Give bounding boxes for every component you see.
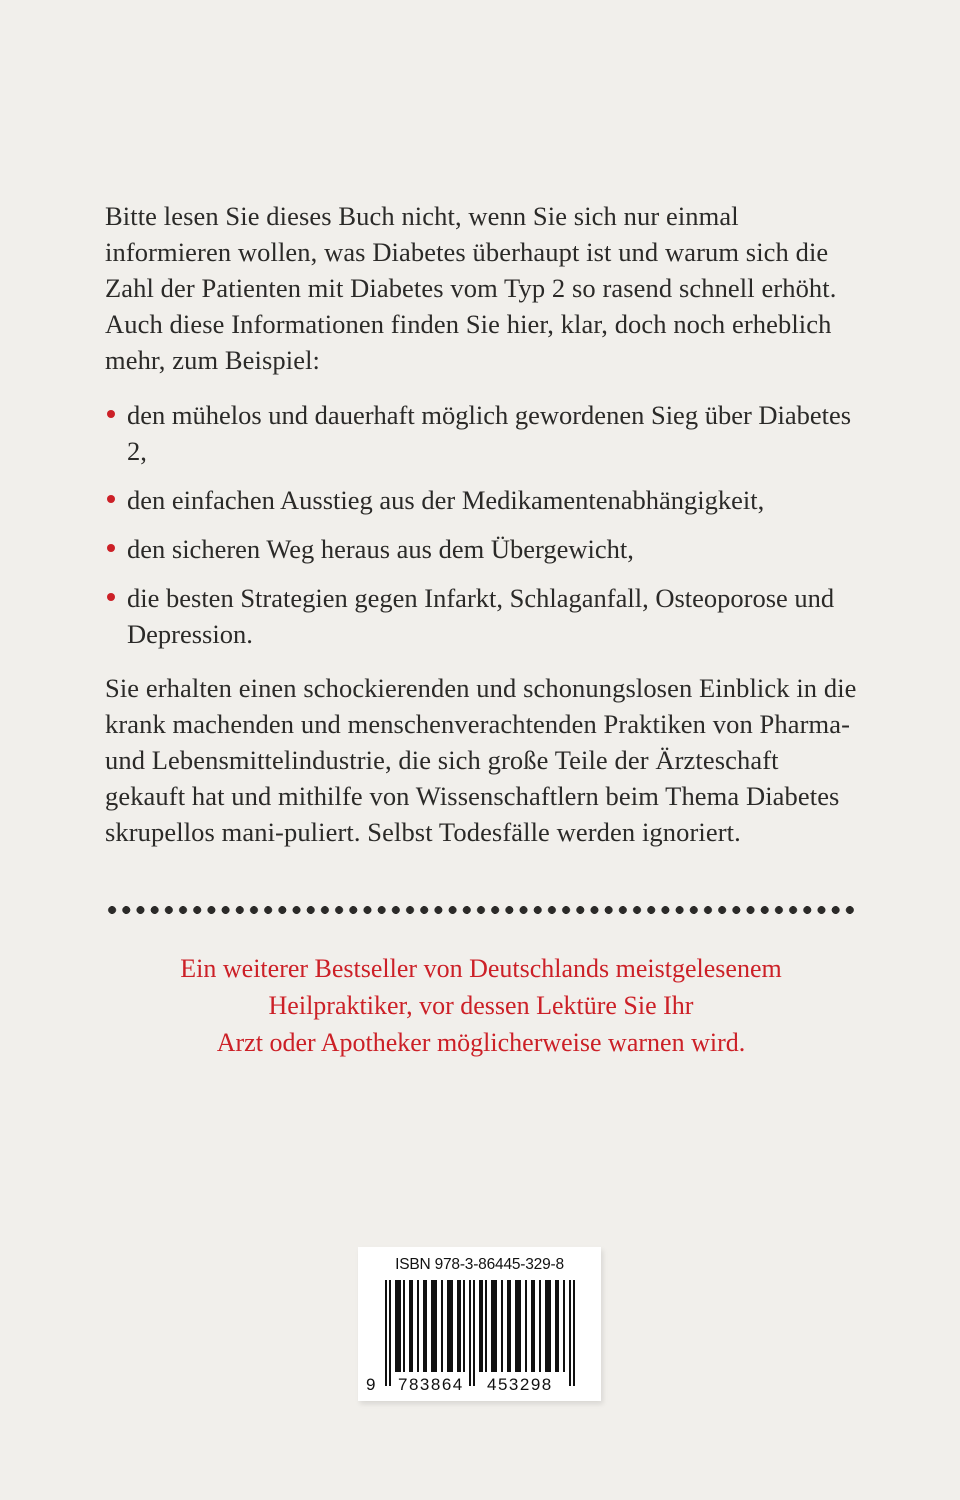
list-item-label: die besten Strategien gegen Infarkt, Schlaganfall, Osteoporose und Depression. <box>127 583 835 649</box>
bullet-dot-icon <box>107 544 115 552</box>
list-item <box>105 482 857 518</box>
body-paragraph: Sie erhalten einen schockierenden und schonungslosen Einblick in die krank machenden und menschenverachtenden Praktiken von Pharma- und Lebensmittelindustrie, die sich große Teile der Ärzteschaft gekauft hat und mithilfe von Wissenschaftlern beim Thema Diabetes skrupellos mani-puliert. Selbst Todesfälle werden ignoriert. <box>105 673 857 847</box>
benefits-list <box>105 397 857 652</box>
dotted-divider <box>105 906 855 914</box>
bullet-dot-icon <box>107 495 115 503</box>
promo-block <box>105 950 857 1061</box>
promo-line-1: Ein weiterer Bestseller von Deutschlands meistgelesenem <box>180 954 782 983</box>
list-item <box>105 531 857 567</box>
cover-text-block <box>105 198 857 850</box>
list-item-label: den sicheren Weg heraus aus dem Übergewicht, <box>127 534 634 564</box>
isbn-barcode <box>358 1247 601 1401</box>
bullet-dot-icon <box>107 410 115 418</box>
intro-paragraph: Bitte lesen Sie dieses Buch nicht, wenn Sie sich nur einmal informieren wollen, was Diabetes überhaupt ist und warum sich die Zahl der Patienten mit Diabetes vom Typ 2 so rasend schnell erhöht. Auch diese Informationen finden Sie hier, klar, doch noch erheblich mehr, zum Beispiel: <box>105 201 837 375</box>
ean-right-group: 453298 <box>487 1375 553 1394</box>
ean-left-group: 783864 <box>398 1375 464 1394</box>
promo-line-3: Arzt oder Apotheker möglicherweise warnen wird. <box>216 1028 746 1057</box>
barcode-bars-icon <box>385 1280 581 1386</box>
list-item <box>105 397 857 469</box>
bullet-dot-icon <box>107 593 115 601</box>
isbn-label: ISBN 978-3-86445-329-8 <box>395 1256 564 1273</box>
list-item-label: den mühelos und dauerhaft möglich gewordenen Sieg über Diabetes 2, <box>127 400 852 466</box>
list-item-label: den einfachen Ausstieg aus der Medikamentenabhängigkeit, <box>127 485 765 515</box>
list-item <box>105 580 857 652</box>
ean-first-digit: 9 <box>366 1375 377 1394</box>
promo-line-2: Heilpraktiker, vor dessen Lektüre Sie Ihr <box>268 991 694 1020</box>
